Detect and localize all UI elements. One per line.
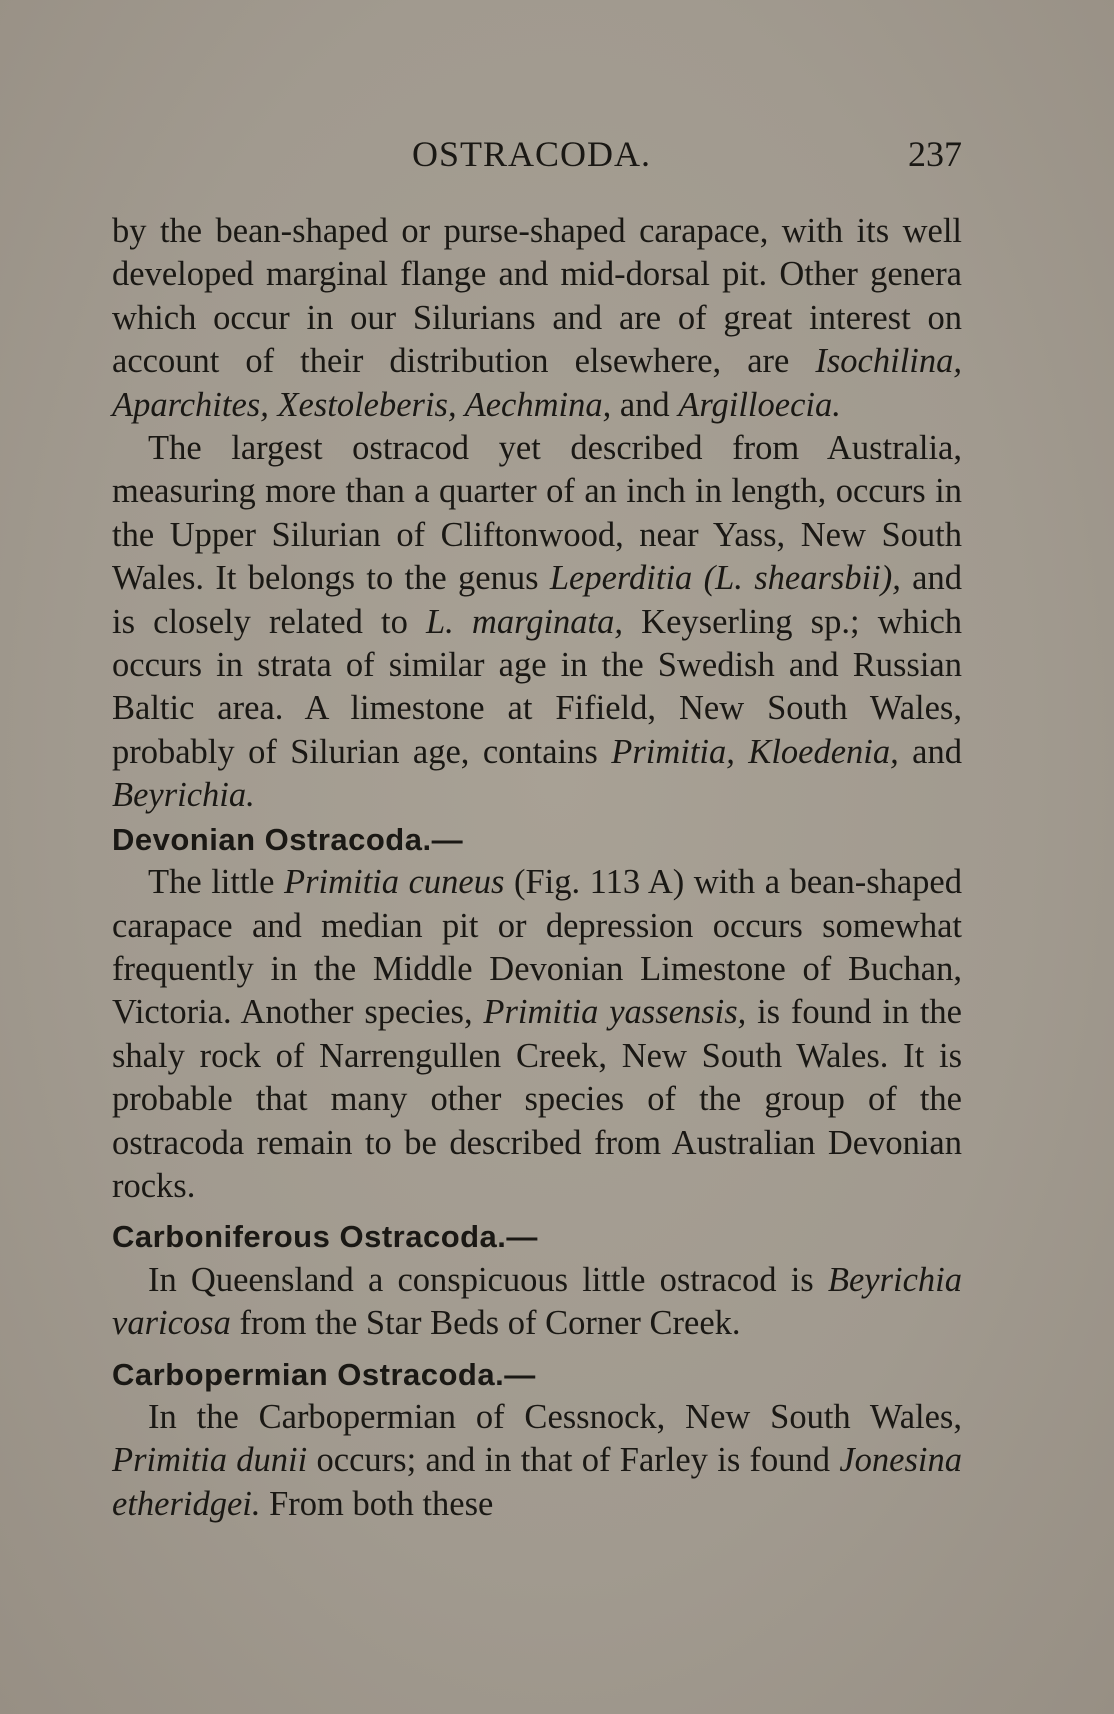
italic-taxon-text: Isochilina, Aparchites, Xestoleberis, Aechmina, bbox=[112, 342, 962, 424]
text-run: Keyserling sp.; which occurs in strata of similar age in the Swedish and Russian Baltic area. A limestone at Fifield, New South Wales, probably of Silurian age, contains bbox=[112, 602, 963, 771]
section-heading: Carbopermian Ostracoda.— bbox=[112, 1356, 536, 1392]
italic-taxon-text: Jonesina etheridgei. bbox=[112, 1441, 962, 1523]
italic-taxon-text: L. marginata, bbox=[425, 602, 624, 641]
text-run: occurs; and in that of Farley is found bbox=[307, 1441, 840, 1480]
running-title: OSTRACODA. bbox=[412, 134, 652, 174]
italic-taxon-text: Argilloecia. bbox=[678, 385, 841, 424]
paragraph bbox=[112, 427, 962, 818]
text-run: is found in the shaly rock of Narrengullen Creek, New South Wales. It is probable that many other species of the group of the ostracoda remain to be described from Australian Devonian rocks. bbox=[112, 993, 962, 1205]
paragraph bbox=[112, 210, 962, 427]
text-run: from the Star Beds of Corner Creek. bbox=[230, 1304, 741, 1343]
text-run: and bbox=[898, 732, 962, 771]
body-text bbox=[112, 210, 962, 1526]
italic-taxon-text: Beyrichia. bbox=[112, 776, 255, 815]
text-run: In the Carbopermian of Cessnock, New South Wales, bbox=[148, 1397, 962, 1436]
text-run: The little bbox=[148, 863, 285, 902]
italic-taxon-text: Primitia yassensis, bbox=[483, 993, 747, 1032]
section-heading: Devonian Ostracoda.— bbox=[112, 821, 464, 857]
italic-taxon-text: Leperditia (L. shearsbii), bbox=[549, 559, 901, 598]
paragraph bbox=[112, 861, 962, 1208]
text-run: by the bean-shaped or purse-shaped carapace, with its well developed marginal flange and mid-dorsal pit. Other genera which occur in our Silurians and are of great interest on account of their distribution elsewhere, are bbox=[112, 212, 962, 381]
page-header bbox=[112, 132, 962, 182]
paragraph bbox=[112, 1396, 962, 1526]
italic-taxon-text: Primitia cuneus bbox=[284, 863, 505, 902]
text-run: and bbox=[611, 385, 679, 424]
italic-taxon-text: Beyrichia varicosa bbox=[112, 1260, 962, 1343]
paragraph bbox=[112, 1259, 962, 1346]
text-run: From both these bbox=[260, 1484, 494, 1523]
page-number: 237 bbox=[908, 134, 962, 174]
text-run: (Fig. 113 A) with a bean-shaped carapace and median pit or depression occurs somewhat frequently in the Middle Devonian Limestone of Buchan, Victoria. Another species, bbox=[112, 863, 962, 1032]
text-run: The largest ostracod yet described from Australia, measuring more than a quarter of an inch in length, occurs in the Upper Silurian of Cliftonwood, near Yass, New South Wales. It belongs to the genus bbox=[112, 429, 962, 598]
text-run: In Queensland a conspicuous little ostracod is bbox=[148, 1260, 828, 1299]
italic-taxon-text: Primitia, Kloedenia, bbox=[611, 732, 899, 771]
text-run: and is closely related to bbox=[112, 559, 962, 641]
section-heading: Carboniferous Ostracoda.— bbox=[112, 1219, 538, 1255]
italic-taxon-text: Primitia dunii bbox=[112, 1441, 308, 1480]
